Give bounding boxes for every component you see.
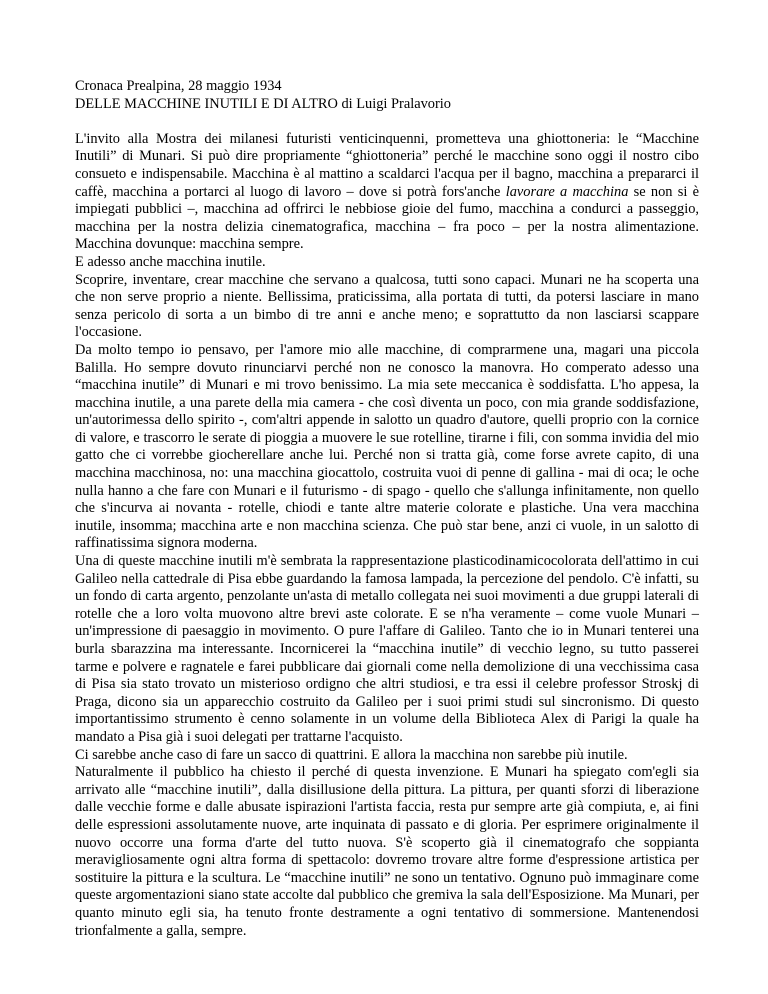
paragraph: Naturalmente il pubblico ha chiesto il perché di questa invenzione. E Munari ha spiegato com'egli sia arrivato alle “macchine inutili”, dalla disillusione della pittura. La pittura, per quanti sforzi di liberazione dalle vecchie forme e dalle abusate ispirazioni l'artista faccia, resta pur sempre arte già compiuta, e, ai fini delle espressioni assolutamente nuove, arte inquinata di passato e di gloria. Per esprimere originalmente il nuovo occorre una forma d'arte del tutto nuova. S'è scoperto già il cinematografo che soppianta meravigliosamente ogni altra forma di spettacolo: dovremo trovare altre forme d'espressione artistica per sostituire la pittura e la scultura. Le “macchine inutili” ne sono un tentativo. Ognuno può immaginare come queste argomentazioni siano state accolte dal pubblico che gremiva la sala dell'Esposizione. Ma Munari, per quanto minuto egli sia, ha tenuto fronte destramente a ogni tentativo di sommersione. Mantenendosi trionfalmente a galla, sempre. <box>75 764 699 939</box>
source-line: Cronaca Prealpina, 28 maggio 1934 <box>75 78 282 94</box>
paragraph-text: se non si è impiegati pubblici –, macchina ad offrirci le nebbiose gioie del fumo, macchina a condurci a passeggio, macchina per la nostra delizia cinematografica, macchina – fra poco – per la nostra alimentazione. Macchina dovunque: macchina sempre. <box>75 183 699 253</box>
article-title: DELLE MACCHINE INUTILI E DI ALTRO di Luigi Pralavorio <box>75 95 451 112</box>
paragraph: Ci sarebbe anche caso di fare un sacco di quattrini. E allora la macchina non sarebbe più inutile. <box>75 746 628 763</box>
emphasis-text: lavorare a macchina <box>505 183 629 200</box>
paragraph: E adesso anche macchina inutile. <box>75 253 266 270</box>
article-page <box>75 78 699 940</box>
paragraph-intro <box>75 131 699 254</box>
paragraph-text: L'invito alla Mostra dei milanesi futuristi venticinquenni, prometteva una ghiottoneria: le “Macchine Inutili” di Munari. Si può dire propriamente “ghiottoneria” perché le macchine sono oggi il nostro cibo consueto e indispensabile. Macchina è al mattino a scaldarci l'acqua per il bagno, macchina a prepararci il caffè, macchina a portarci al luogo di lavoro – dove si potrà fors'anche <box>75 130 699 200</box>
paragraph: Scoprire, inventare, crear macchine che servano a qualcosa, tutti sono capaci. Munari ne ha scoperta una che non serve proprio a niente. Bellissima, praticissima, alla portata di tutti, da potersi lasciare in mano senza pericolo di sorta a un bimbo di tre anni e anche meno; e soprattutto da non lasciarsi scappare l'occasione. <box>75 271 699 341</box>
paragraph: Una di queste macchine inutili m'è sembrata la rappresentazione plasticodinamicocolorata dell'attimo in cui Galileo nella cattedrale di Pisa ebbe guardando la famosa lampada, la percezione del pendolo. C'è infatti, su un fondo di carta argento, penzolante un'asta di metallo collegata nei suoi movimenti a due gruppi laterali di rotelle che a loro volta muovono altre brevi aste colorate. E se n'ha veramente – come vuole Munari – un'impressione di paesaggio in movimento. O pure l'affare di Galileo. Tanto che io in Munari tenterei una burla sbarazzina ma interessante. Incornicerei la “macchina inutile” di vecchio legno, su tutto passerei tarme e polvere e ragnatele e farei pubblicare dai giornali come nella demolizione di una vecchissima casa di Pisa sia stato trovato un misterioso ordigno che altri studiosi, e tra essi il celebre professor Stroskj di Praga, dicono sia un apparecchio costruito da Galileo per i suoi primi studi sul sincronismo. Di questo importantissimo strumento è cenno solamente in un volume della Biblioteca Alex di Parigi la quale ha mandato a Pisa già i suoi delegati per trattarne l'acquisto. <box>75 553 699 745</box>
paragraph: Da molto tempo io pensavo, per l'amore mio alle macchine, di comprarmene una, magari una piccola Balilla. Ho sempre dovuto rinunciarvi perché non ne conosco la manovra. Ho comperato adesso una “macchina inutile” di Munari e mi trovo benissimo. La mia sete meccanica è soddisfatta. L'ho appesa, la macchina inutile, a una parete della mia camera - che così diventa un poco, con mia grande soddisfazione, un'autorimessa dello spirito -, com'altri appende in salotto un quadro d'autore, quelli proprio con la cornice di valore, e trascorro le serate di pioggia a muovere le sue rotelline, tirarne i fili, con somma invidia del mio gatto che ci vorrebbe giocherellare anche lui. Perché non si tratta già, come forse avrete capito, di una macchina macchinosa, no: una macchina giocattolo, costruita vuoi di penne di gallina - mai di oca; le oche nulla hanno a che fare con Munari e il futurismo - di spago - quello che s'allunga infinitamente, non quello che s'incurva ai novanta - rotelle, chiodi e tante altre materie colorate e plastiche. Una vera macchina inutile, insomma; macchina arte e non macchina scienza. Che può star bene, anzi ci vuole, in un salotto di raffinatissima signora moderna. <box>75 341 699 552</box>
article-body <box>75 131 699 940</box>
article-header <box>75 78 699 113</box>
